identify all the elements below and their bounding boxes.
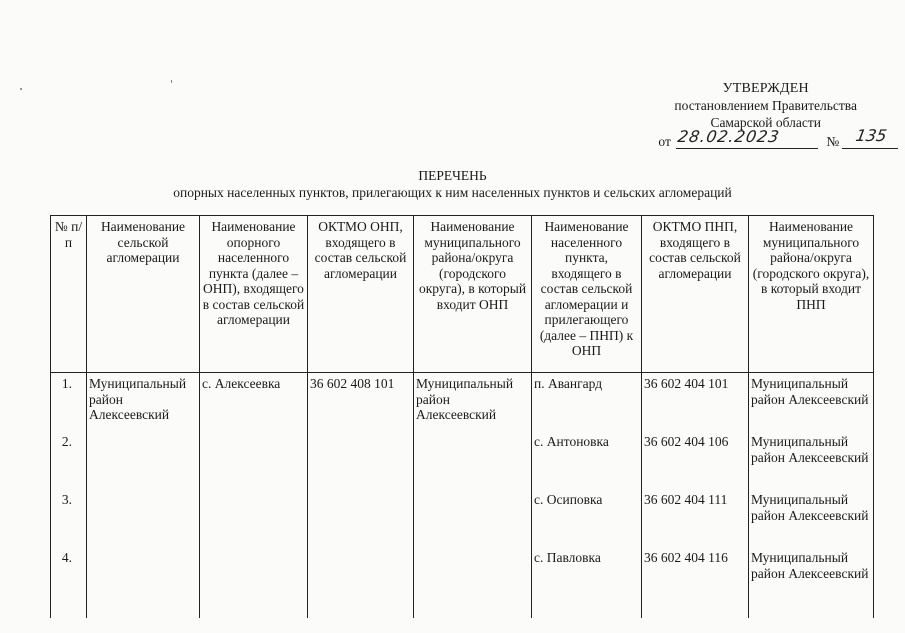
cell-district-onp [414,489,532,547]
cell-agglomeration [87,547,200,618]
cell-district-onp [414,547,532,618]
scan-speck [171,80,172,83]
date-underline [676,148,818,149]
approval-date-number [658,126,898,153]
cell-onp [200,431,308,489]
cell-oktmo-onp [308,547,414,618]
approval-region-line: Самарской области [710,115,821,130]
cell-district-pnp: Муниципальный район Алексеевский [749,547,874,618]
document-title: ПЕРЕЧЕНЬ [418,168,487,183]
header-district-onp: Наименование муниципального района/округа (городского округа), в который входит ОНП [414,216,532,373]
cell-oktmo-pnp: 36 602 404 111 [642,489,749,547]
cell-oktmo-pnp: 36 602 404 106 [642,431,749,489]
table-row [51,431,874,489]
scan-speck [20,88,22,90]
header-district-pnp: Наименование муниципального района/округа (городского округа), в который входит ПНП [749,216,874,373]
cell-pnp: с. Павловка [532,547,642,618]
cell-onp: с. Алексеевка [200,373,308,432]
table-header-row [51,216,874,373]
table-row [51,489,874,547]
cell-oktmo-onp: 36 602 408 101 [308,373,414,432]
header-oktmo-pnp: ОКТМО ПНП, входящего в состав сельской агломерации [642,216,749,373]
approval-block [658,80,889,149]
document-subtitle: опорных населенных пунктов, прилегающих к ним населенных пунктов и сельских агломераций [173,185,732,200]
header-pnp: Наименование населенного пункта, входящего в состав сельской агломерации и прилегающего (далее – ПНП) к ОНП [532,216,642,373]
approval-title: УТВЕРЖДЕН [722,81,809,96]
number-underline [842,148,898,149]
cell-onp [200,547,308,618]
cell-agglomeration-text: Муниципальный район Алексеевский [89,376,187,422]
cell-oktmo-pnp: 36 602 404 101 [642,373,749,432]
cell-district-pnp: Муниципальный район Алексеевский [749,431,874,489]
cell-district-pnp: Муниципальный район Алексеевский [749,373,874,432]
header-onp: Наименование опорного населенного пункта (далее – ОНП), входящего в состав сельской агломерации [200,216,308,373]
number-prefix: № [826,134,840,149]
document-heading [0,167,905,201]
cell-pnp: п. Авангард [532,373,642,432]
cell-agglomeration [87,431,200,489]
cell-number: 1. [51,373,87,432]
handwritten-number: 135 [854,126,889,145]
approval-decree-line: постановлением Правительства [674,98,857,113]
settlements-table [50,215,874,618]
cell-number: 2. [51,431,87,489]
cell-district-pnp: Муниципальный район Алексеевский [749,489,874,547]
cell-onp [200,489,308,547]
cell-agglomeration [87,489,200,547]
table-row [51,547,874,618]
cell-number: 3. [51,489,87,547]
header-number: № п/п [51,216,87,373]
cell-pnp: с. Осиповка [532,489,642,547]
cell-oktmo-onp [308,431,414,489]
table-row [51,373,874,432]
cell-district-onp: Муниципальный район Алексеевский [414,373,532,432]
cell-oktmo-pnp: 36 602 404 116 [642,547,749,618]
cell-oktmo-onp [308,489,414,547]
header-oktmo-onp: ОКТМО ОНП, входящего в состав сельской агломерации [308,216,414,373]
cell-district-onp [414,431,532,489]
cell-number: 4. [51,547,87,618]
cell-pnp: с. Антоновка [532,431,642,489]
handwritten-date: 28.02.2023 [676,127,782,146]
cell-agglomeration [87,373,200,432]
header-agglomeration: Наименование сельской агломерации [87,216,200,373]
date-prefix: от [658,134,671,149]
